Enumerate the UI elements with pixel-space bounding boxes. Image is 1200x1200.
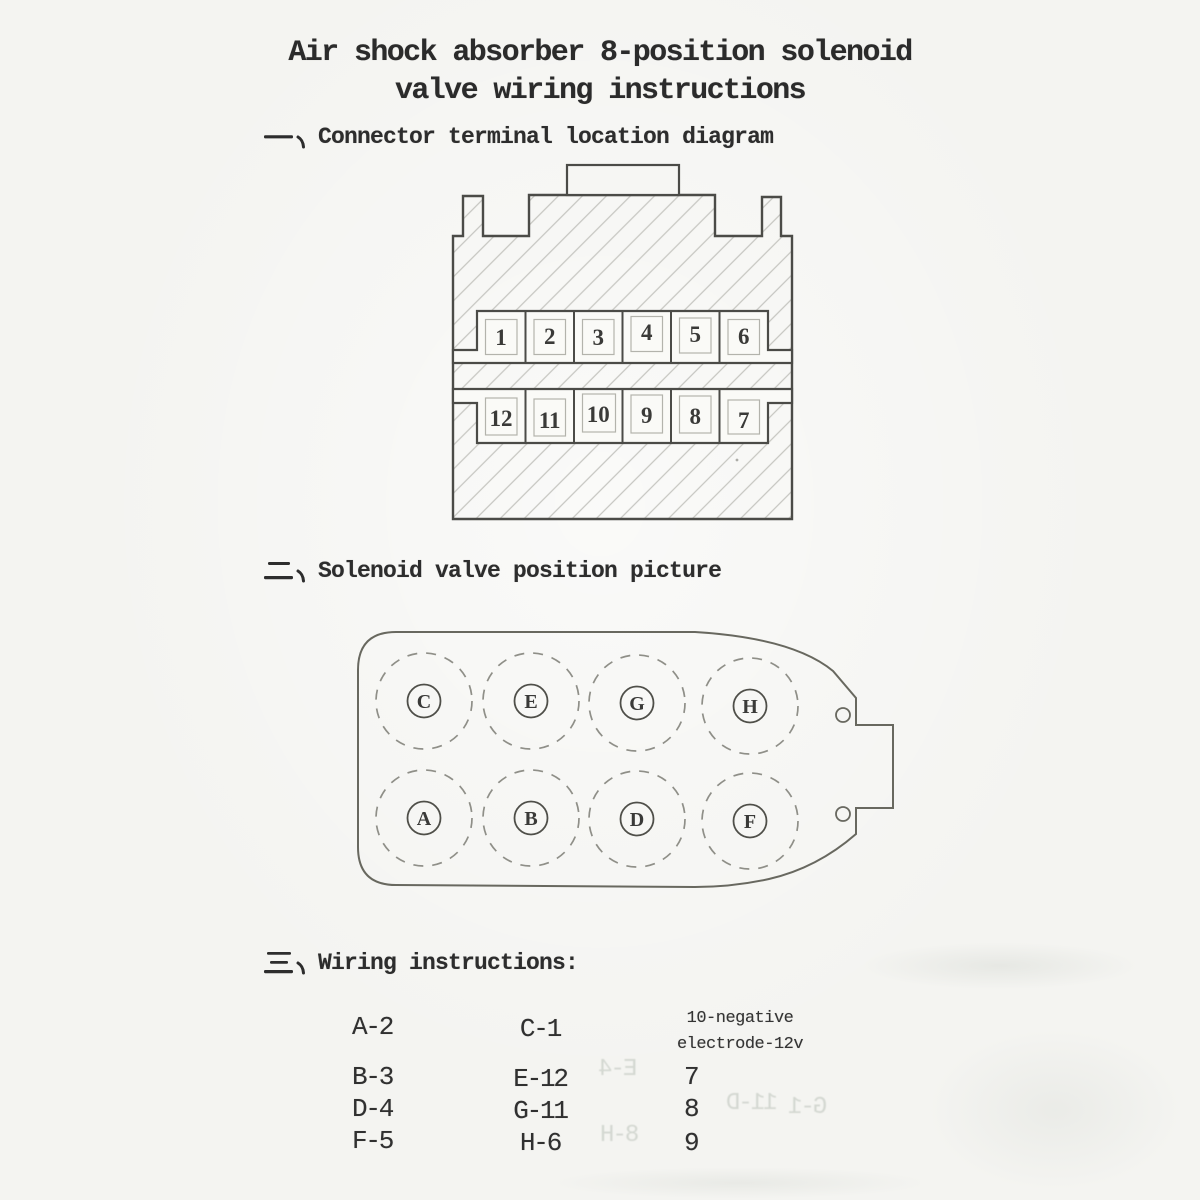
scan-smudge — [560, 1168, 920, 1198]
remaining-terminal: 7 — [684, 1062, 698, 1092]
top-terminal-row — [453, 311, 792, 363]
scan-smudge — [860, 942, 1140, 990]
terminal-number: 9 — [640, 403, 653, 428]
terminal-number: 6 — [737, 324, 750, 349]
title-line-2: valve wiring instructions — [394, 74, 806, 108]
position-circles — [408, 685, 767, 838]
position-letter: A — [416, 808, 432, 830]
wiring-pair: B-3 — [352, 1062, 393, 1092]
cjk-numeral-one-marker — [260, 120, 308, 154]
position-letter: C — [416, 691, 432, 713]
terminal-number: 12 — [489, 406, 513, 431]
wiring-pair: C-1 — [519, 1014, 561, 1044]
remaining-terminal: 9 — [684, 1128, 698, 1158]
position-letter: G — [629, 693, 645, 715]
mounting-hole-lower — [836, 807, 850, 821]
terminal-number: 7 — [737, 408, 750, 433]
terminal-number: 1 — [495, 325, 507, 350]
section-connector-heading — [260, 120, 773, 154]
wiring-pair: E-12 — [513, 1064, 567, 1094]
position-letter: H — [742, 696, 758, 718]
mounting-hole-upper — [836, 708, 850, 722]
section-valve-heading — [260, 554, 721, 588]
section-wiring-title: Wiring instructions: — [318, 950, 579, 976]
position-letter: E — [524, 691, 538, 713]
solenoid-valve-diagram — [345, 618, 901, 894]
solenoid-bores — [376, 653, 798, 869]
wiring-pair: A-2 — [352, 1012, 393, 1042]
ideographic-comma — [298, 137, 304, 147]
scan-speck — [736, 459, 739, 462]
cjk-numeral-three-marker — [260, 946, 308, 980]
document-title — [0, 34, 1200, 110]
ghost-text: 11-D — [728, 1090, 778, 1117]
terminal-number: 8 — [689, 404, 701, 429]
ghost-text: 8-H — [602, 1122, 640, 1149]
section-wiring-heading — [260, 946, 578, 980]
valve-body-outline — [358, 632, 893, 887]
ghost-text: E-4 — [600, 1056, 638, 1083]
negative-note-line-2: electrode-12v — [676, 1035, 804, 1054]
remaining-terminal: 8 — [684, 1094, 698, 1124]
position-letter: D — [629, 809, 645, 831]
cjk-numeral-two-marker — [260, 554, 308, 588]
wiring-pair: D-4 — [352, 1094, 393, 1124]
terminal-number: 2 — [543, 324, 556, 349]
terminal-number: 4 — [640, 320, 653, 345]
ideographic-comma — [298, 571, 304, 581]
terminal-number: 3 — [592, 325, 604, 350]
section-valve-title: Solenoid valve position picture — [318, 558, 722, 584]
position-letter: F — [743, 811, 757, 833]
ghost-text: G-1 — [790, 1094, 828, 1121]
bottom-terminal-row — [453, 389, 792, 443]
negative-note-line-1: 10-negative — [686, 1009, 794, 1028]
wiring-pair: H-6 — [519, 1128, 561, 1158]
terminal-number: 5 — [689, 322, 701, 347]
wiring-pair: G-11 — [513, 1096, 567, 1126]
negative-electrode-note — [655, 1006, 825, 1058]
ideographic-comma — [298, 963, 304, 973]
section-connector-title: Connector terminal location diagram — [318, 124, 774, 150]
title-line-1: Air shock absorber 8-position solenoid — [288, 36, 912, 70]
wiring-pair: F-5 — [352, 1126, 393, 1156]
terminal-number: 10 — [586, 402, 610, 427]
connector-latch-tab — [567, 165, 679, 195]
scan-smudge — [930, 1030, 1180, 1190]
connector-terminal-diagram — [440, 158, 800, 524]
terminal-number: 11 — [538, 408, 561, 433]
position-letter: B — [524, 808, 538, 830]
